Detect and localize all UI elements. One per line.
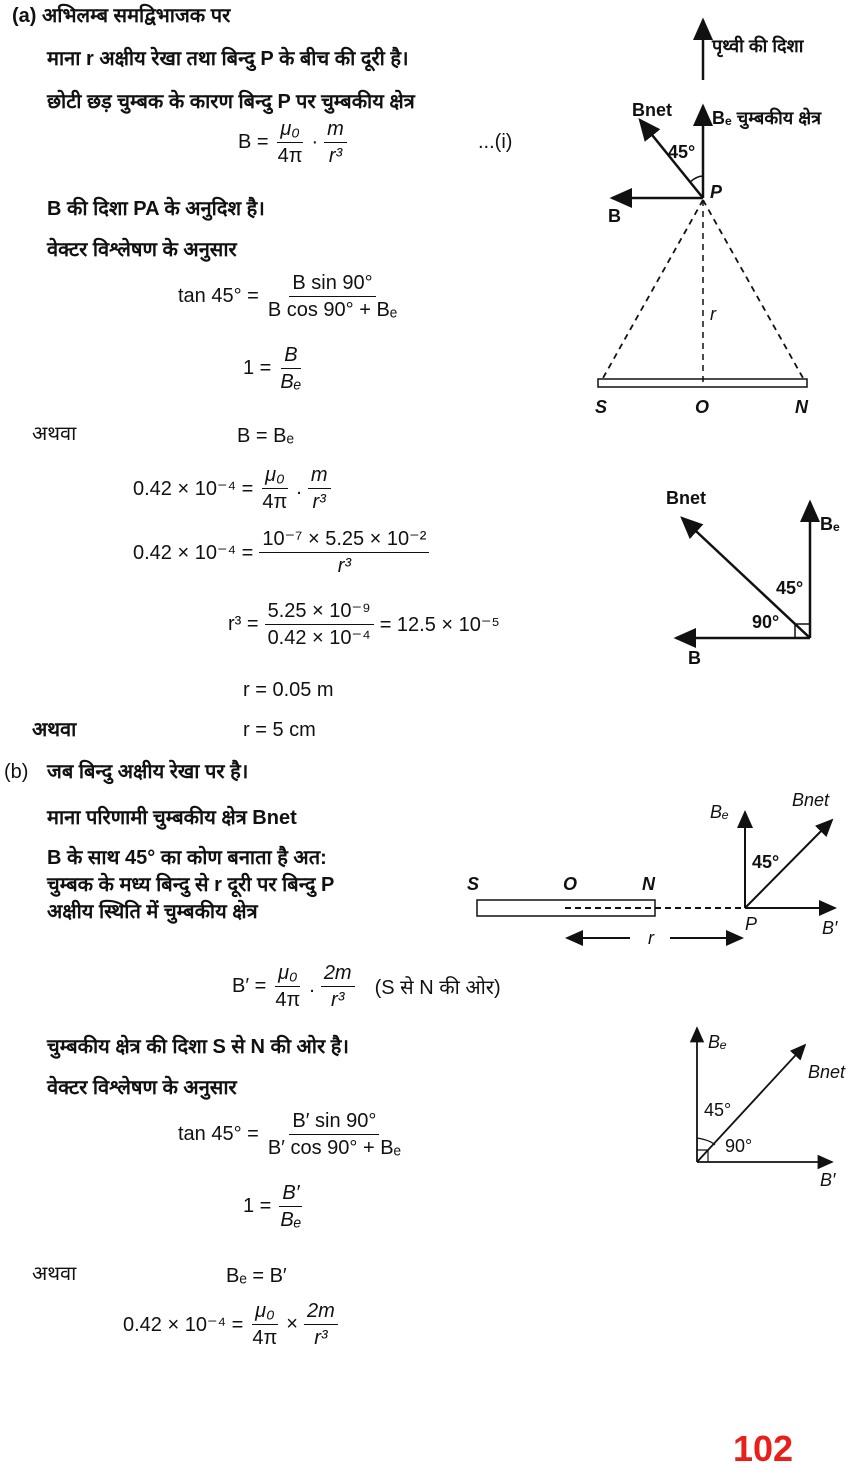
label-s: S [467,874,480,894]
label-bnet: Bnet [632,100,672,120]
or-label: अथवा [32,1263,77,1285]
label-be: Bₑ चुम्बकीय क्षेत्र [712,108,822,128]
label-angle-45: 45° [776,578,804,598]
label-b: B [608,206,621,226]
label-o: O [563,874,578,894]
page-number: 102 [733,1428,794,1469]
label-bnet: Bnet [808,1062,846,1082]
angle-arc [690,176,703,182]
eq-lhs: 0.42 × 10⁻⁴ = [123,1314,244,1336]
numerator: 2m [321,960,355,987]
diagram-perpendicular-bisector [598,20,807,387]
text-line: B की दिशा PA के अनुदिश है। [47,198,265,220]
numerator: B′ sin 90° [289,1108,379,1135]
eq-lhs: 0.42 × 10⁻⁴ = [133,478,254,500]
label-angle-45: 45° [704,1100,732,1120]
or-label: अथवा [32,423,77,445]
operator: · [311,131,319,153]
label-o: O [695,397,710,417]
denominator: r³ [337,555,352,577]
label-be: Bₑ [708,1032,727,1052]
label-n: N [642,874,655,894]
operator: × [286,1313,298,1335]
label-p: P [710,182,723,202]
numerator: B [281,342,300,369]
denominator: 4π [275,989,301,1011]
label-r: r [648,928,654,948]
denominator: r³ [312,491,326,513]
eq-lhs: 1 = [243,1195,272,1217]
denominator: 4π [262,491,288,513]
eq-lhs: 0.42 × 10⁻⁴ = [133,542,254,564]
label-angle-45: 45° [752,852,780,872]
eq-lhs: B = [238,131,269,153]
part-a-heading: (a) अभिलम्ब समद्विभाजक पर [12,5,231,27]
denominator: B cos 90° + Bₑ [267,299,398,321]
operator: . [309,975,315,997]
label-b: B [688,648,701,668]
denominator: 4π [252,1327,278,1349]
label-bnet: Bnet [666,488,706,508]
label-p: P [745,914,758,934]
label-b-prime: B′ [822,918,838,938]
eq-rhs: = 12.5 × 10⁻⁵ [379,614,500,636]
numerator: m [308,462,331,489]
numerator: B sin 90° [289,270,375,297]
label-be: Bₑ [820,514,840,534]
label-be: Bₑ [710,802,729,822]
text-line: माना r अक्षीय रेखा तथा बिन्दु P के बीच की दूरी है। [47,48,409,70]
numerator: m [324,116,347,143]
label-bnet: Bnet [792,790,830,810]
label-b-prime: B′ [820,1170,836,1190]
denominator: B′ cos 90° + Bₑ [267,1137,401,1159]
numerator: B′ [279,1180,302,1207]
numerator: μ₀ [277,116,302,143]
numerator: 5.25 × 10⁻⁹ [265,598,374,625]
label-earth-direction: पृथ्वी की दिशा [712,36,804,56]
text-line: अक्षीय स्थिति में चुम्बकीय क्षेत्र [47,901,258,923]
equation-9: r = 5 cm [243,719,316,741]
label-angle-90: 90° [752,612,780,632]
eq-lhs: 1 = [243,357,272,379]
diagram-axial-line [477,812,835,938]
numerator: μ₀ [262,462,287,489]
numerator: μ₀ [252,1298,277,1325]
denominator: 0.42 × 10⁻⁴ [267,627,371,649]
denominator: r³ [331,989,345,1011]
equation-4: B = Bₑ [237,425,294,447]
part-b-heading: (b) [4,761,29,783]
label-angle: 45° [668,142,696,162]
denominator: Bₑ [280,371,302,393]
numerator: 10⁻⁷ × 5.25 × 10⁻² [259,526,429,553]
label-r: r [710,304,716,324]
or-label: अथवा [32,719,77,741]
numerator: 2m [304,1298,338,1325]
numerator: μ₀ [275,960,300,987]
part-b-heading-text: जब बिन्दु अक्षीय रेखा पर है। [47,761,249,783]
text-line: छोटी छड़ चुम्बक के कारण बिन्दु P पर चुम्बकीय क्षेत्र [47,91,415,113]
text-line: माना परिणामी चुम्बकीय क्षेत्र Bnet [47,807,297,829]
eq-lhs: tan 45° = [178,285,259,307]
diagram-vector-a [676,502,810,638]
eq-lhs: tan 45° = [178,1123,259,1145]
denominator: Bₑ [280,1209,302,1231]
text-line: चुम्बक के मध्य बिन्दु से r दूरी पर बिन्दु P [47,874,335,896]
equation-tag: ...(i) [478,131,513,153]
text-line: चुम्बकीय क्षेत्र की दिशा S से N की ओर है। [47,1036,349,1058]
label-s: S [595,397,608,417]
label-angle-90: 90° [725,1136,753,1156]
eq-lhs: r³ = [228,613,259,635]
denominator: r³ [314,1327,328,1349]
label-n: N [795,397,808,417]
text-line: B के साथ 45° का कोण बनाता है अत: [47,847,327,869]
denominator: r³ [328,145,343,167]
equation-8: r = 0.05 m [243,679,334,701]
direction-note: (S से N की ओर) [374,977,501,999]
equation-b4: Bₑ = B′ [226,1265,287,1287]
eq-lhs: B′ = [232,975,267,997]
denominator: 4π [277,145,303,167]
operator: . [296,477,302,499]
text-line: वेक्टर विश्लेषण के अनुसार [47,1077,237,1099]
text-line: वेक्टर विश्लेषण के अनुसार [47,239,237,261]
